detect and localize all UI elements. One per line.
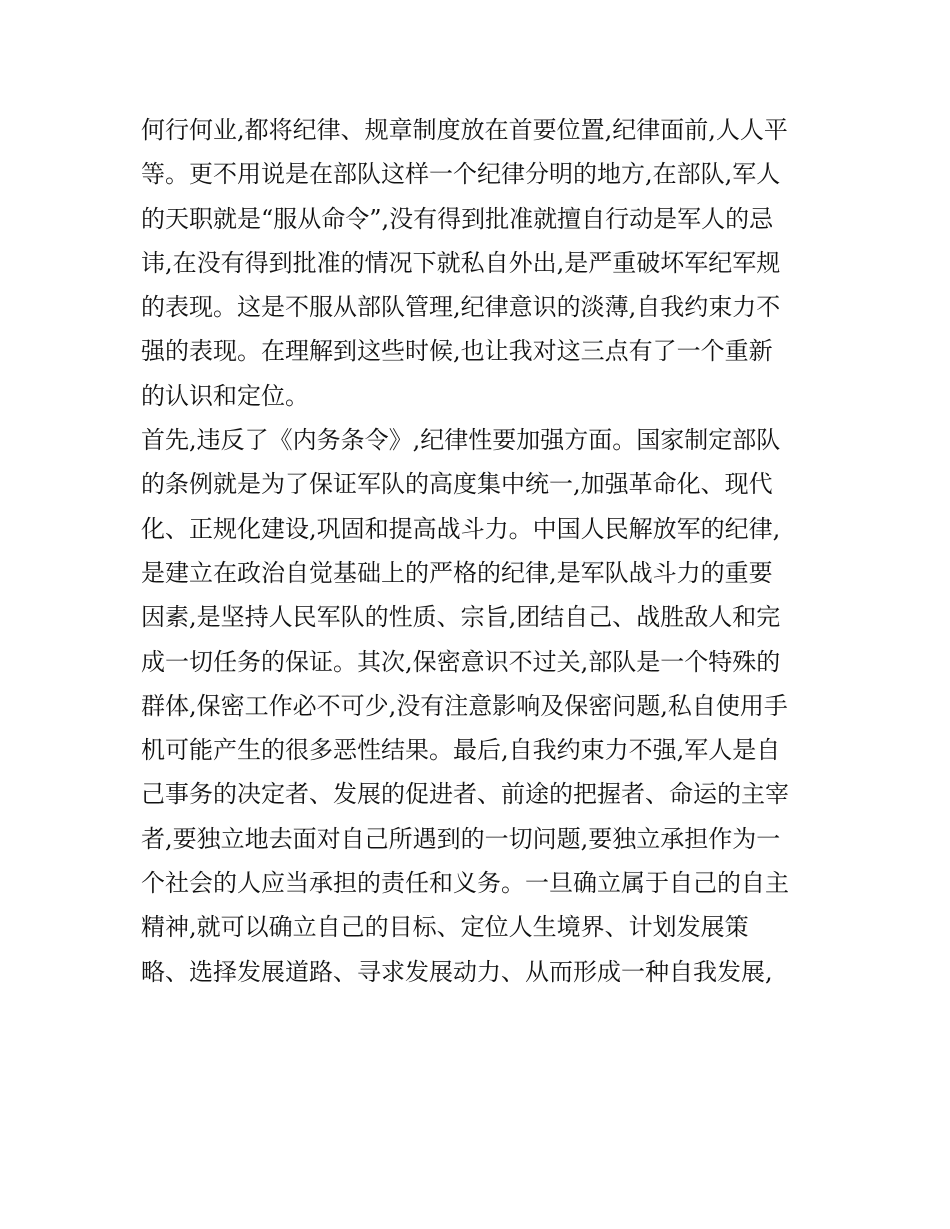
text-line: 略、选择发展道路、寻求发展动力、从而形成一种自我发展,: [141, 957, 773, 986]
text-line: 的条例就是为了保证军队的高度集中统一,加强革命化、现代: [141, 470, 773, 499]
text-line: 讳,在没有得到批准的情况下就私自外出,是严重破坏军纪军规: [141, 248, 781, 277]
text-line: 化、正规化建设,巩固和提高战斗力。中国人民解放军的纪律,: [141, 514, 781, 543]
body-text: [141, 108, 841, 994]
text-line: 的天职就是“服从命令”,没有得到批准就擅自行动是军人的忌: [141, 204, 774, 233]
text-line: 何行何业,都将纪律、规章制度放在首要位置,纪律面前,人人平: [141, 116, 788, 144]
text-line: 己事务的决定者、发展的促进者、前途的把握者、命运的主宰: [141, 780, 789, 809]
text-line: 的表现。这是不服从部队管理,纪律意识的淡薄,自我约束力不: [141, 293, 781, 322]
text-line: 成一切任务的保证。其次,保密意识不过关,部队是一个特殊的: [141, 647, 781, 676]
text-line: 因素,是坚持人民军队的性质、宗旨,团结自己、战胜敌人和完: [141, 603, 781, 632]
text-line: 等。更不用说是在部队这样一个纪律分明的地方,在部队,军人: [141, 160, 781, 189]
text-line: 是建立在政治自觉基础上的严格的纪律,是军队战斗力的重要: [141, 558, 773, 587]
text-line: 个社会的人应当承担的责任和义务。一旦确立属于自己的自主: [141, 869, 789, 898]
text-line: 首先,违反了《内务条令》,纪律性要加强方面。国家制定部队: [141, 426, 781, 455]
text-line: 精神,就可以确立自己的目标、定位人生境界、计划发展策: [141, 913, 749, 942]
text-line: 者,要独立地去面对自己所遇到的一切问题,要独立承担作为一: [141, 824, 781, 853]
text-line: 强的表现。在理解到这些时候,也让我对这三点有了一个重新: [141, 337, 773, 366]
text-line: 群体,保密工作必不可少,没有注意影响及保密问题,私自使用手: [141, 691, 788, 720]
text-line: 的认识和定位。: [141, 381, 309, 410]
text-line: 机可能产生的很多恶性结果。最后,自我约束力不强,军人是自: [141, 736, 781, 765]
